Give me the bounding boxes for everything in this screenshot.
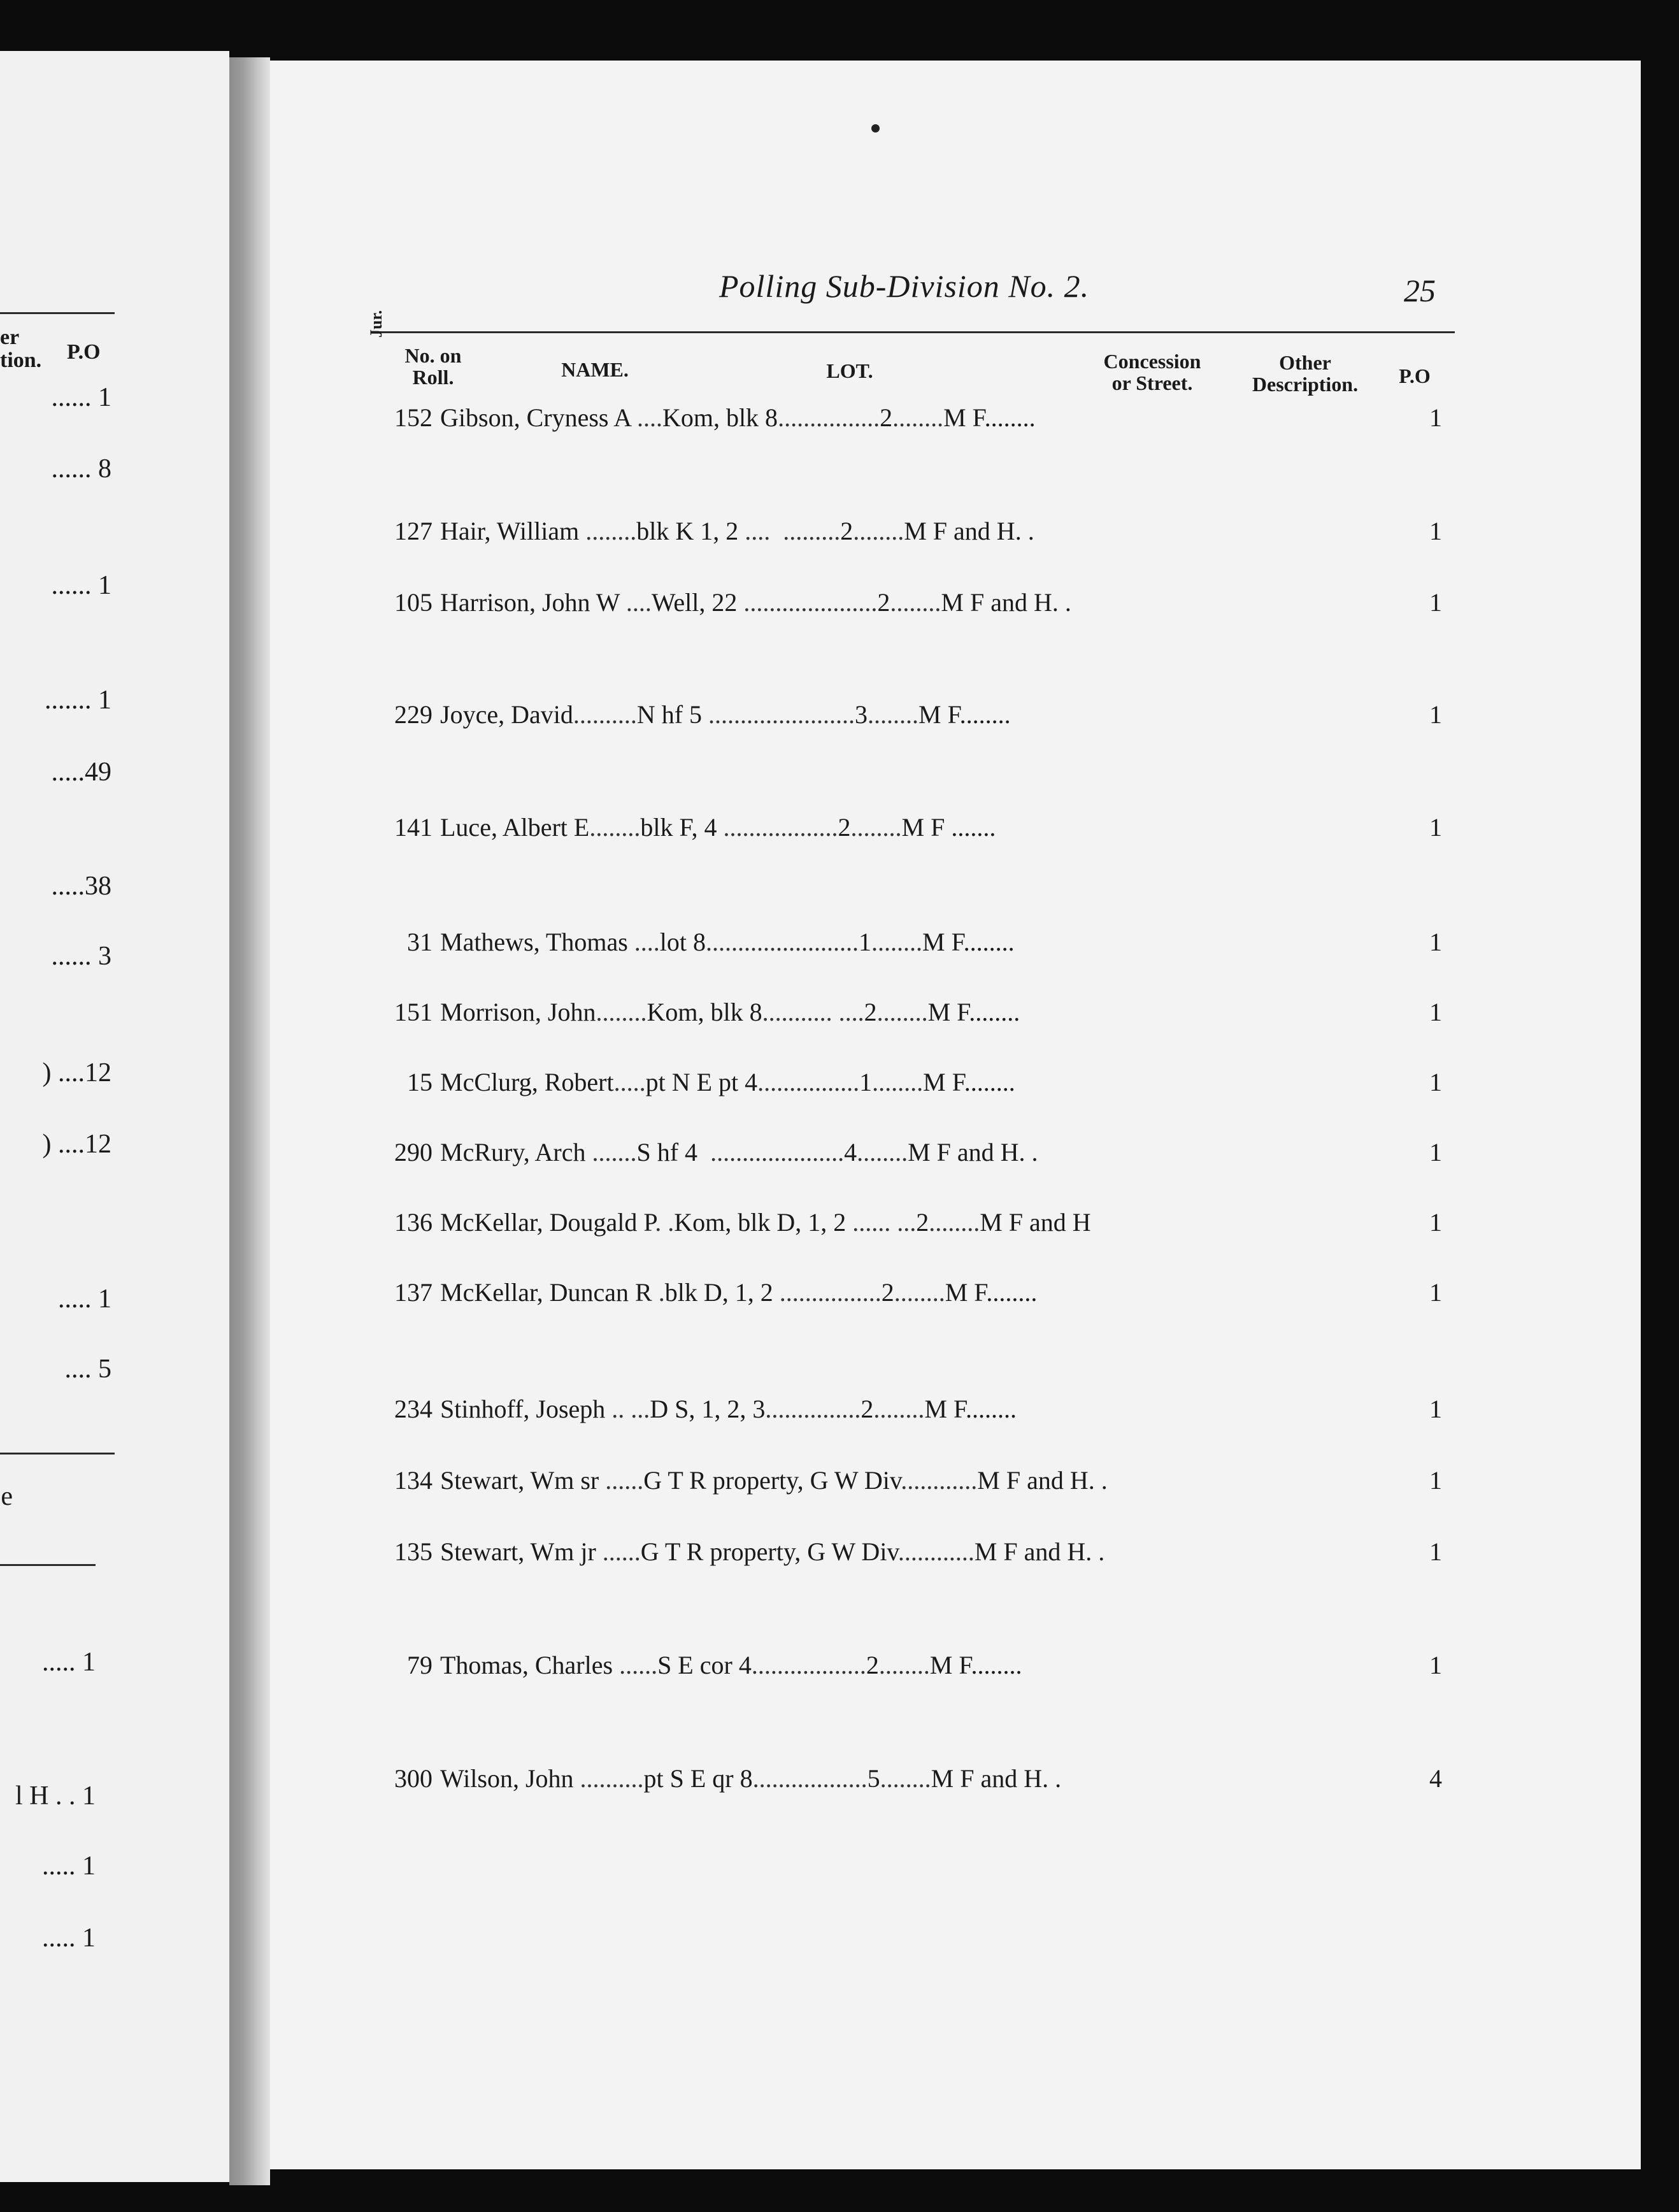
po-value: 1 [1429,588,1442,617]
po-value: 1 [1429,813,1442,842]
left-fragment: .....49 [51,758,111,787]
left-fragment: ...... 8 [51,454,111,484]
lot-text: blk K 1, 2 [636,517,739,545]
left-header-rule [0,312,115,314]
leader-dots: ...... [613,1651,658,1679]
leader-dots: ........ [850,813,902,842]
leader-dots: ........ [890,588,941,617]
po-value: 4 [1429,1764,1442,1793]
voter-name [440,1067,1015,1097]
concession-text: 2 [840,517,854,545]
po-value: 1 [1429,403,1442,432]
name-text: McKellar, Dougald P [440,1208,655,1237]
name-text: McKellar, Duncan R [440,1278,652,1307]
po-value: 1 [1429,1651,1442,1679]
lot-text: Well, 22 [651,588,738,617]
ink-speck [871,124,880,133]
left-fragment: ) ....12 [42,1130,111,1159]
name-text: Luce, Albert E [440,813,590,842]
leader-dots: ...... ... [846,1208,917,1237]
leader-dots: ........................ [706,928,859,956]
left-fragment: ..... 1 [58,1284,111,1314]
concession-text: 1 [859,1068,873,1096]
concession-text: 2 [838,813,851,842]
lot-text: N hf 5 [636,700,703,729]
leader-dots: ........ [872,1068,924,1096]
leader-dots: ........ [871,928,923,956]
description-text: M F and H. . [904,517,1034,545]
leader-dots: .... ......... [738,517,841,545]
left-section-rule [0,1453,115,1454]
roll-number: 136 [394,1208,432,1237]
leader-dots: ........ [894,1278,945,1307]
name-text: Wilson, John [440,1764,574,1793]
po-header: P.O [1399,364,1431,387]
lot-text: G T R property, G W Div [643,1466,901,1495]
name-text: Gibson, Cryness A [440,403,631,432]
voter-name [440,587,1071,617]
leader-dots: .................. [752,1764,868,1793]
right-page [270,61,1641,2169]
po-value: 1 [1429,700,1442,729]
lot-text: S E cor 4 [657,1651,752,1679]
name-text: McRury, Arch [440,1138,586,1167]
leader-dots: ..................... [737,588,878,617]
lot-text: pt S E qr 8 [643,1764,753,1793]
leader-dots: ........ [880,1764,931,1793]
left-fragment: ..... 1 [42,1648,96,1677]
left-fragment: ...... 1 [51,383,111,412]
po-value: 1 [1429,1278,1442,1307]
voter-name [440,1137,1038,1167]
leader-dots: . . [655,1208,675,1237]
description-text: M F........ [945,1278,1038,1307]
voter-name [440,700,1011,729]
name-text: McClurg, Robert [440,1068,614,1096]
leader-dots: ............... [765,1395,861,1423]
name-text: Stinhoff, Joseph [440,1395,606,1423]
name-text: Stewart, Wm jr [440,1537,596,1566]
concession-text: 2 [864,998,877,1026]
name-header: NAME. [561,358,629,381]
left-fragment: .... 5 [64,1354,111,1384]
description-text: M F and H. . [931,1764,1062,1793]
leader-dots: .................. [751,1651,866,1679]
voter-name [440,403,1036,433]
lot-text: Kom, blk 8 [662,403,778,432]
leader-dots: ............ [901,1466,978,1495]
lot-text: G T R property, G W Div [640,1537,898,1566]
concession-text: 4 [844,1138,857,1167]
roll-number: 152 [394,403,432,432]
name-text: Joyce, David [440,700,573,729]
left-fragment: l H . . 1 [15,1781,96,1811]
left-fragment: ....... 1 [45,686,111,715]
roll-number: 234 [394,1395,432,1423]
voter-name [440,1763,1061,1793]
roll-number: 127 [394,517,432,545]
voter-name [440,812,996,842]
roll-number: 300 [394,1764,432,1793]
leader-dots: . [652,1278,665,1307]
header-rule [375,331,1455,333]
roll-number: 135 [394,1537,432,1566]
leader-dots: ........ [579,517,637,545]
page-number: 25 [1404,273,1436,308]
roll-number: 15 [407,1068,432,1096]
leader-dots: .......... [573,1764,644,1793]
leader-dots: .... [619,588,652,617]
roll-number: 134 [394,1466,432,1495]
description-text: M F........ [922,928,1015,956]
description-text: M F ....... [901,813,996,842]
leader-dots: ....... [585,1138,637,1167]
left-page-fragment [0,51,229,2182]
concession-text: 3 [855,700,868,729]
name-text: Stewart, Wm sr [440,1466,599,1495]
po-value: 1 [1429,1068,1442,1096]
leader-dots: ...... [599,1466,644,1495]
left-fragment: ..... 1 [42,1851,96,1881]
concession-text: 2 [861,1395,874,1423]
description-text: M F........ [929,1651,1022,1679]
leader-dots: ....................... [702,700,855,729]
description-text: M F and H [980,1208,1091,1237]
leader-dots: .................. [717,813,838,842]
leader-dots: ........ [876,998,928,1026]
description-text: M F........ [943,403,1036,432]
lot-header: LOT. [826,359,873,382]
leader-dots: ........ [868,700,919,729]
left-fragment: e [1,1482,13,1511]
po-value: 1 [1429,517,1442,545]
description-text: M F and H. . [977,1466,1108,1495]
leader-dots: ........ [873,1395,925,1423]
left-fragment: ..... 1 [42,1923,96,1953]
po-value: 1 [1429,1138,1442,1167]
leader-dots: ........ [878,1651,930,1679]
roll-number: 229 [394,700,432,729]
leader-dots: ........ [589,813,641,842]
roll-number: 290 [394,1138,432,1167]
description-text: M F........ [924,1395,1017,1423]
voter-name [440,1394,1017,1424]
po-value: 1 [1429,928,1442,956]
name-text: Thomas, Charles [440,1651,613,1679]
page-title: Polling Sub-Division No. 2. [719,268,1090,304]
leader-dots: ........ [857,1138,908,1167]
concession-text: 2 [877,588,890,617]
leader-dots: ................ [773,1278,882,1307]
roll-number: 141 [394,813,432,842]
leader-dots: ..... [613,1068,646,1096]
lot-text: pt N E pt 4 [645,1068,758,1096]
leader-dots: .. ... [605,1395,650,1423]
description-text: M F........ [923,1068,1015,1096]
voter-name [440,1650,1022,1680]
roll-number: 105 [394,588,432,617]
leader-dots: ........ [596,998,647,1026]
description-text: M F and H. . [908,1138,1038,1167]
description-text: M F........ [927,998,1020,1026]
left-section-rule [0,1564,96,1566]
concession-text: 2 [916,1208,929,1237]
leader-dots: ................ [778,403,880,432]
lot-text: blk D, 1, 2 [664,1278,773,1307]
voter-name [440,997,1020,1027]
lot-text: Kom, blk 8 [647,998,762,1026]
voter-name [440,1465,1108,1495]
other-description-header: Other Description. [1252,351,1359,396]
left-fragment: ) ....12 [42,1058,111,1088]
po-value: 1 [1429,1208,1442,1237]
voter-name [440,516,1034,546]
left-fragment: ...... 1 [51,571,111,600]
concession-text: 2 [881,1278,894,1307]
roll-number: 137 [394,1278,432,1307]
leader-dots: ............ [897,1537,975,1566]
book-gutter [229,57,270,2185]
po-value: 1 [1429,1466,1442,1495]
roll-number: 151 [394,998,432,1026]
leader-dots: ........ [853,517,904,545]
po-value: 1 [1429,1537,1442,1566]
concession-text: 5 [867,1764,880,1793]
leader-dots: ................ [757,1068,860,1096]
left-fragment: .....38 [51,872,111,901]
roll-number: 31 [407,928,432,956]
name-text: Morrison, John [440,998,596,1026]
lot-text: D S, 1, 2, 3 [650,1395,766,1423]
no-on-roll-header: No. on Roll. [404,344,462,389]
po-value: 1 [1429,998,1442,1026]
voter-name [440,1207,1091,1237]
jur-column-header: Jur. [367,310,385,338]
voter-name [440,1277,1037,1307]
left-header-po: P.O [67,340,101,364]
leader-dots: ...... [596,1537,641,1566]
lot-text: blk F, 4 [640,813,717,842]
name-text: Mathews, Thomas [440,928,628,956]
name-text: Harrison, John W [440,588,620,617]
concession-header: Concession or Street. [1103,350,1201,394]
leader-dots: .... [630,403,662,432]
lot-text: Kom, blk D, 1, 2 [674,1208,847,1237]
description-text: M F and H. . [941,588,1071,617]
leader-dots: ........ [892,403,944,432]
description-text: M F and H. . [974,1537,1105,1566]
lot-text: S hf 4 [636,1138,698,1167]
voter-name [440,1537,1104,1567]
description-text: M F........ [918,700,1011,729]
left-header-description: er tion. [0,326,42,372]
leader-dots: .......... [573,700,637,729]
concession-text: 2 [880,403,893,432]
concession-text: 2 [866,1651,879,1679]
po-value: 1 [1429,1395,1442,1423]
voter-name [440,927,1015,957]
roll-number: 79 [407,1651,432,1679]
name-text: Hair, William [440,517,580,545]
left-fragment: ...... 3 [51,942,111,971]
lot-text: lot 8 [659,928,706,956]
leader-dots: ........ [929,1208,980,1237]
concession-text: 1 [859,928,872,956]
leader-dots: .... [627,928,660,956]
leader-dots: ........... .... [762,998,864,1026]
leader-dots: ..................... [697,1138,845,1167]
